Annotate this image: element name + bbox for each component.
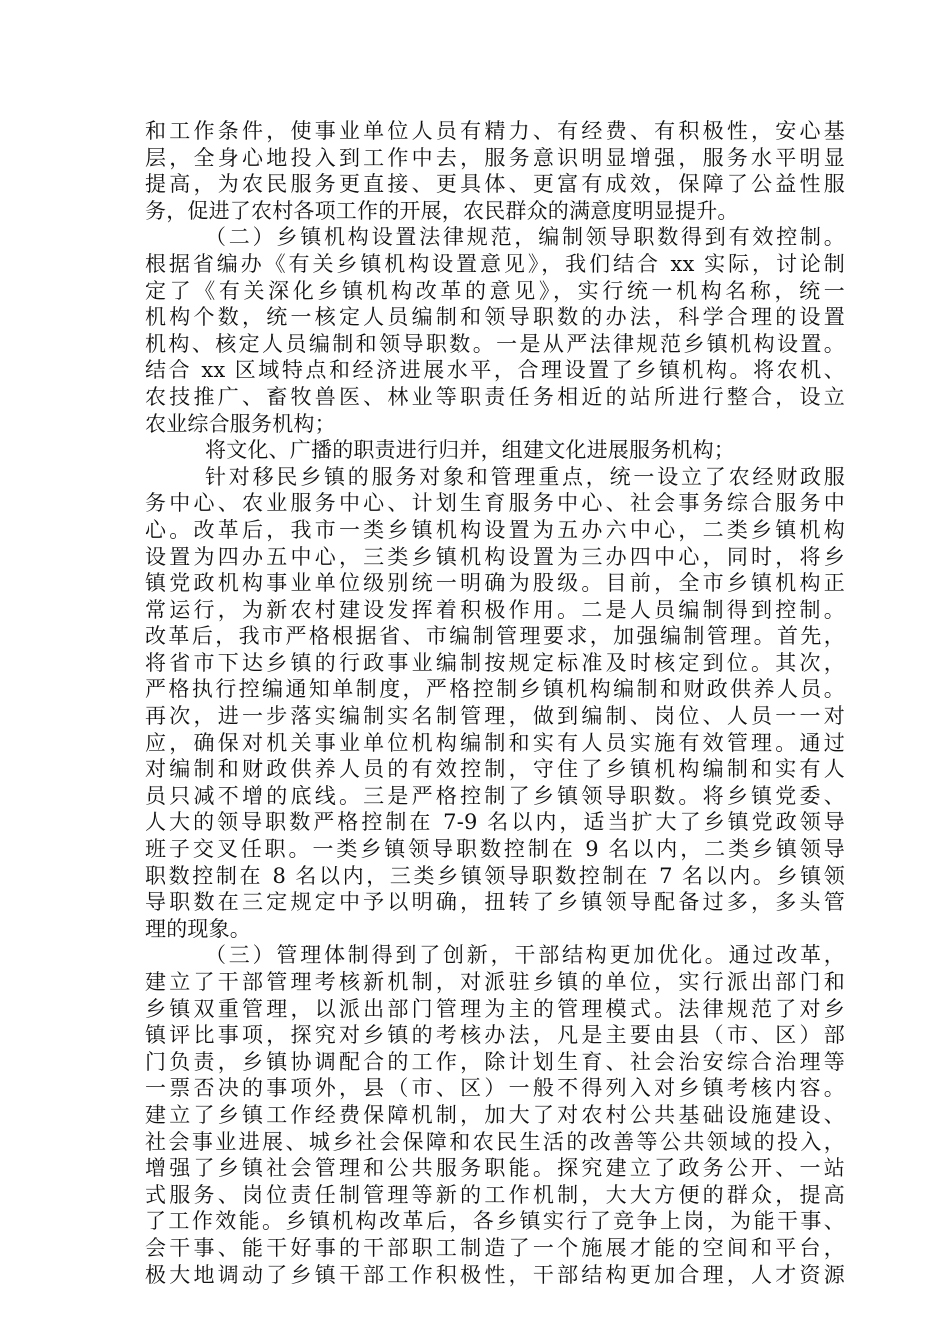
text-line: 结合 xx 区域特点和经济进展水平，合理设置了乡镇机构。将农机、 [145,358,845,383]
text-line: 会干事、能干好事的干部职工制造了一个施展才能的空间和平台， [145,1235,845,1260]
text-line: 职数控制在 8 名以内，三类乡镇领导职数控制在 7 名以内。乡镇领 [145,863,845,888]
text-line: 对编制和财政供养人员的有效控制，守住了乡镇机构编制和实有人 [145,757,845,782]
text-line: 将省市下达乡镇的行政事业编制按规定标准及时核定到位。其次， [145,650,845,675]
text-line: 将文化、广播的职责进行归并，组建文化进展服务机构； [205,438,735,463]
text-line: 农业综合服务机构； [145,411,336,436]
text-line: 再次，进一步落实编制实名制管理，做到编制、岗位、人员一一对 [145,704,845,729]
text-line: 根据省编办《有关乡镇机构设置意见》，我们结合 xx 实际，讨论制 [145,251,845,276]
text-line: 务，促进了农村各项工作的开展，农民群众的满意度明显提升。 [145,198,739,223]
text-line: 建立了乡镇工作经费保障机制，加大了对农村公共基础设施建设、 [145,1102,845,1127]
text-line: 和工作条件，使事业单位人员有精力、有经费、有积极性，安心基 [145,119,845,143]
text-line: 常运行，为新农村建设发挥着积极作用。二是人员编制得到控制。 [145,597,845,622]
text-line: 员只减不增的底线。三是严格控制了乡镇领导职数。将乡镇党委、 [145,783,845,808]
text-line: 机构个数，统一核定人员编制和领导职数的办法，科学合理的设置 [145,305,845,330]
paragraph [145,437,845,464]
text-line: 一票否决的事项外，县（市、区）一般不得列入对乡镇考核内容。 [145,1076,845,1101]
text-line: 镇党政机构事业单位级别统一明确为股级。目前，全市乡镇机构正 [145,571,845,596]
text-line: 增强了乡镇社会管理和公共服务职能。探究建立了政务公开、一站 [145,1156,845,1181]
text-line: 班子交叉任职。一类乡镇领导职数控制在 9 名以内，二类乡镇领导 [145,837,845,862]
paragraph [145,942,845,1288]
text-line: 务中心、农业服务中心、计划生育服务中心、社会事务综合服务中 [145,491,845,516]
paragraph [145,224,845,437]
paragraph [145,464,845,943]
text-line: 建立了干部管理考核新机制，对派驻乡镇的单位，实行派出部门和 [145,970,845,994]
text-line: 层，全身心地投入到工作中去，服务意识明显增强，服务水平明显 [145,145,845,170]
text-line: 农技推广、畜牧兽医、林业等职责任务相近的站所进行整合，设立 [145,384,845,409]
text-line: 定了《有关深化乡镇机构改革的意见》，实行统一机构名称，统一 [145,278,845,303]
text-line: 人大的领导职数严格控制在 7-9 名以内，适当扩大了乡镇党政领导 [145,810,845,835]
text-line: 设置为四办五中心，三类乡镇机构设置为三办四中心，同时，将乡 [145,544,845,569]
text-line: 式服务、岗位责任制管理等新的工作机制，大大方便的群众，提高 [145,1182,845,1207]
text-line: 乡镇双重管理，以派出部门管理为主的管理模式。法律规范了对乡 [145,996,845,1021]
text-line: 机构、核定人员编制和领导职数。一是从严法律规范乡镇机构设置。 [145,331,845,356]
text-line: 极大地调动了乡镇干部工作积极性，干部结构更加合理，人才资源 [145,1262,845,1287]
text-line: 了工作效能。乡镇机构改革后，各乡镇实行了竞争上岗，为能干事、 [145,1209,845,1234]
text-line: 严格执行控编通知单制度，严格控制乡镇机构编制和财政供养人员。 [145,677,845,702]
text-line: 导职数在三定规定中予以明确，扭转了乡镇领导配备过多，多头管 [145,890,845,915]
text-line: 理的现象。 [145,916,251,941]
text-line: 镇评比事项，探究对乡镇的考核办法，凡是主要由县（市、区）部 [145,1023,845,1048]
text-line: 应，确保对机关事业单位机构编制和实有人员实施有效管理。通过 [145,730,845,755]
text-line: （二）乡镇机构设置法律规范，编制领导职数得到有效控制。 [205,225,845,250]
text-line: 针对移民乡镇的服务对象和管理重点，统一设立了农经财政服 [205,464,845,489]
text-line: 提高，为农民服务更直接、更具体、更富有成效，保障了公益性服 [145,172,845,197]
text-line: 心。改革后，我市一类乡镇机构设置为五办六中心，二类乡镇机构 [145,517,845,542]
paragraph [145,118,845,224]
text-line: （三）管理体制得到了创新，干部结构更加优化。通过改革， [205,943,845,968]
text-line: 社会事业进展、城乡社会保障和农民生活的改善等公共领域的投入， [145,1129,845,1154]
body-text [145,118,845,1288]
text-line: 门负责，乡镇协调配合的工作，除计划生育、社会治安综合治理等 [145,1049,845,1074]
text-line: 改革后，我市严格根据省、市编制管理要求，加强编制管理。首先， [145,624,845,649]
